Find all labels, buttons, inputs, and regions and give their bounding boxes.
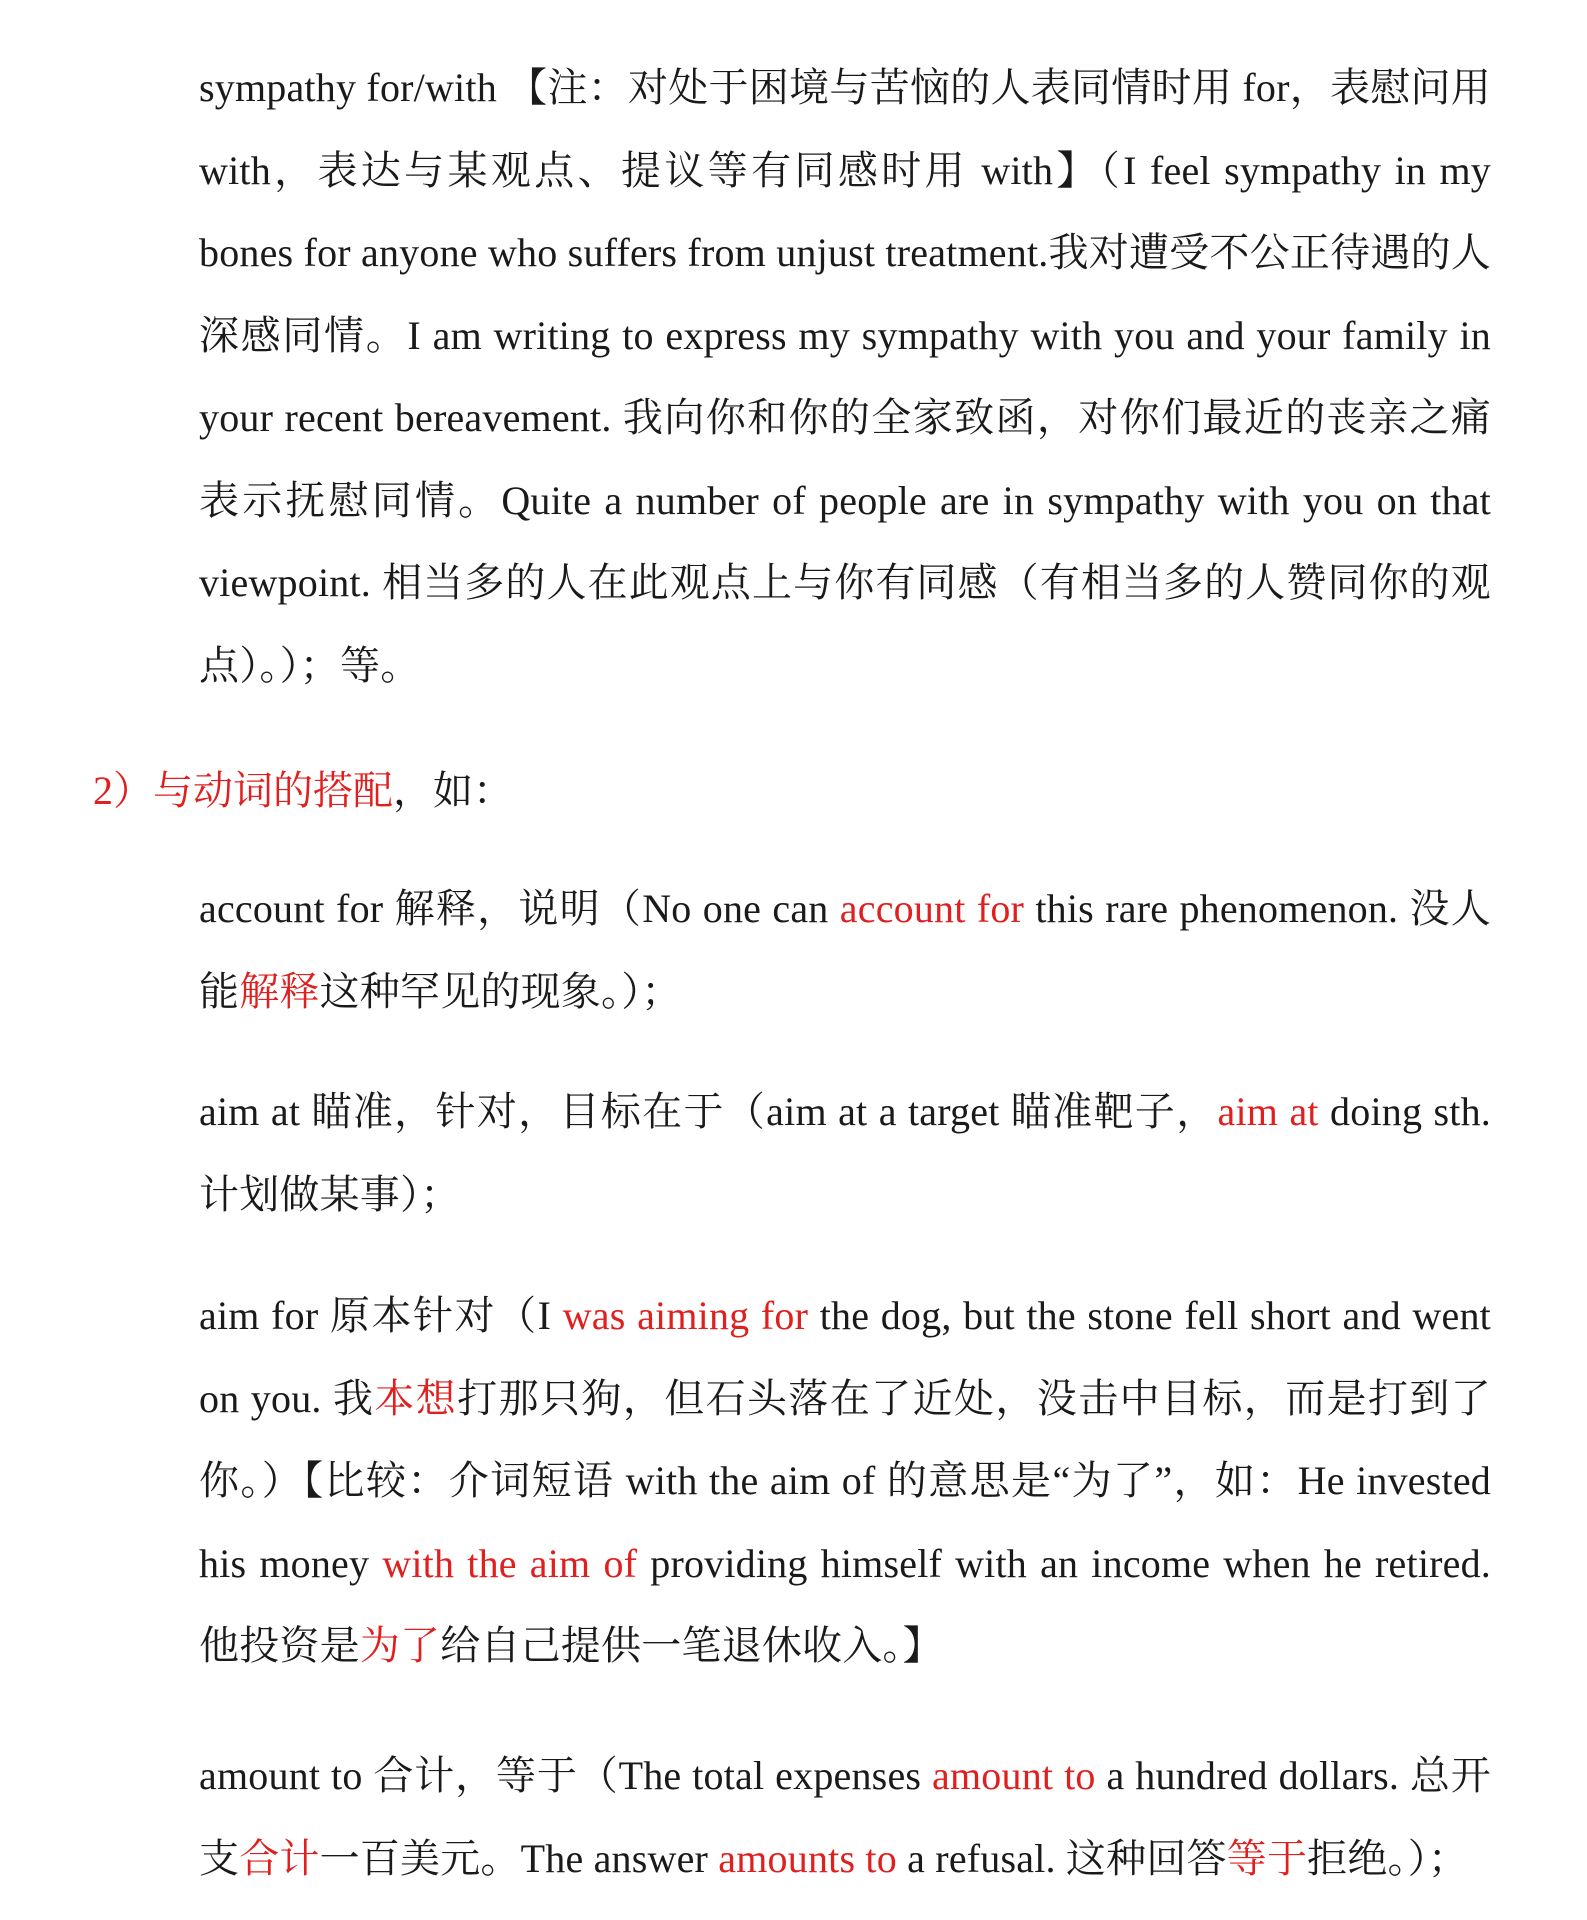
highlight-text: was aiming for xyxy=(562,1293,809,1338)
entry-text: a refusal. 这种回答 xyxy=(896,1835,1227,1881)
entry-text: 拒绝。）； xyxy=(1307,1835,1469,1881)
entry-sympathy xyxy=(199,47,1491,707)
entry-text: amount to 合计，等于（The total expenses xyxy=(199,1753,933,1798)
section-heading-suffix: ，如： xyxy=(393,768,513,813)
entry-account-for xyxy=(199,868,1491,1033)
entry-text: the dog, but the stone fell short and went on you. 我 xyxy=(199,1293,1491,1421)
entry-text: 一百美元。The answer xyxy=(319,1835,719,1881)
highlight-text: amount to xyxy=(932,1753,1096,1798)
entry-text: providing himself with an income when he retired. 他投资是 xyxy=(199,1540,1492,1668)
section-heading xyxy=(93,750,513,833)
entry-text: doing sth. 计划做某事）； xyxy=(199,1089,1491,1217)
entry-text: account for 解释，说明（No one can xyxy=(199,886,840,931)
entry-text: this rare phenomenon. 没人能 xyxy=(199,886,1492,1014)
entry-text: aim at 瞄准，针对，目标在于（aim at a target 瞄准靶子， xyxy=(199,1089,1218,1134)
highlight-text: 为了 xyxy=(359,1623,441,1668)
highlight-text: 合计 xyxy=(239,1835,320,1881)
entry-text: aim for 原本针对（I xyxy=(199,1293,563,1338)
highlight-text: 等于 xyxy=(1226,1835,1308,1881)
entry-aim-at xyxy=(199,1071,1491,1236)
highlight-text: 解释 xyxy=(239,968,320,1014)
entry-aim-for xyxy=(199,1275,1491,1688)
entry-text: a hundred dollars. 总开支 xyxy=(199,1753,1491,1881)
entry-sympathy-text: sympathy for/with 【注：对处于困境与苦恼的人表同情时用 for，表慰问用 with，表达与某观点、提议等有同感时用 with】（I feel sympathy in my bones for anyone who suffers from unjust treatment.我对遭受不公正待遇的人深感同情。I am writing to express my sympathy with you and your family in your recent bereavement. 我向你和你的全家致函，对你们最近的丧亲之痛表示抚慰同情。Quite a number of people are in sympathy with you on that viewpoint. 相当多的人在此观点上与你有同感（有相当多的人赞同你的观点）。）；等。 xyxy=(199,65,1491,688)
entry-amount-to xyxy=(199,1735,1491,1900)
highlight-text: account for xyxy=(839,886,1025,931)
highlight-text: aim at xyxy=(1217,1089,1319,1134)
entry-text: 打那只狗，但石头落在了近处，没击中目标，而是打到了你。）【比较：介词短语 with the aim of 的意思是“为了”，如：He invested his money xyxy=(199,1375,1492,1586)
entry-text: 给自己提供一笔退休收入。】 xyxy=(440,1623,943,1668)
highlight-text: amounts to xyxy=(718,1835,897,1881)
entry-text: 这种罕见的现象。）； xyxy=(319,968,682,1014)
section-heading-title: 2）与动词的搭配 xyxy=(93,768,393,813)
highlight-text: with the aim of xyxy=(382,1540,638,1586)
highlight-text: 本想 xyxy=(374,1375,458,1421)
